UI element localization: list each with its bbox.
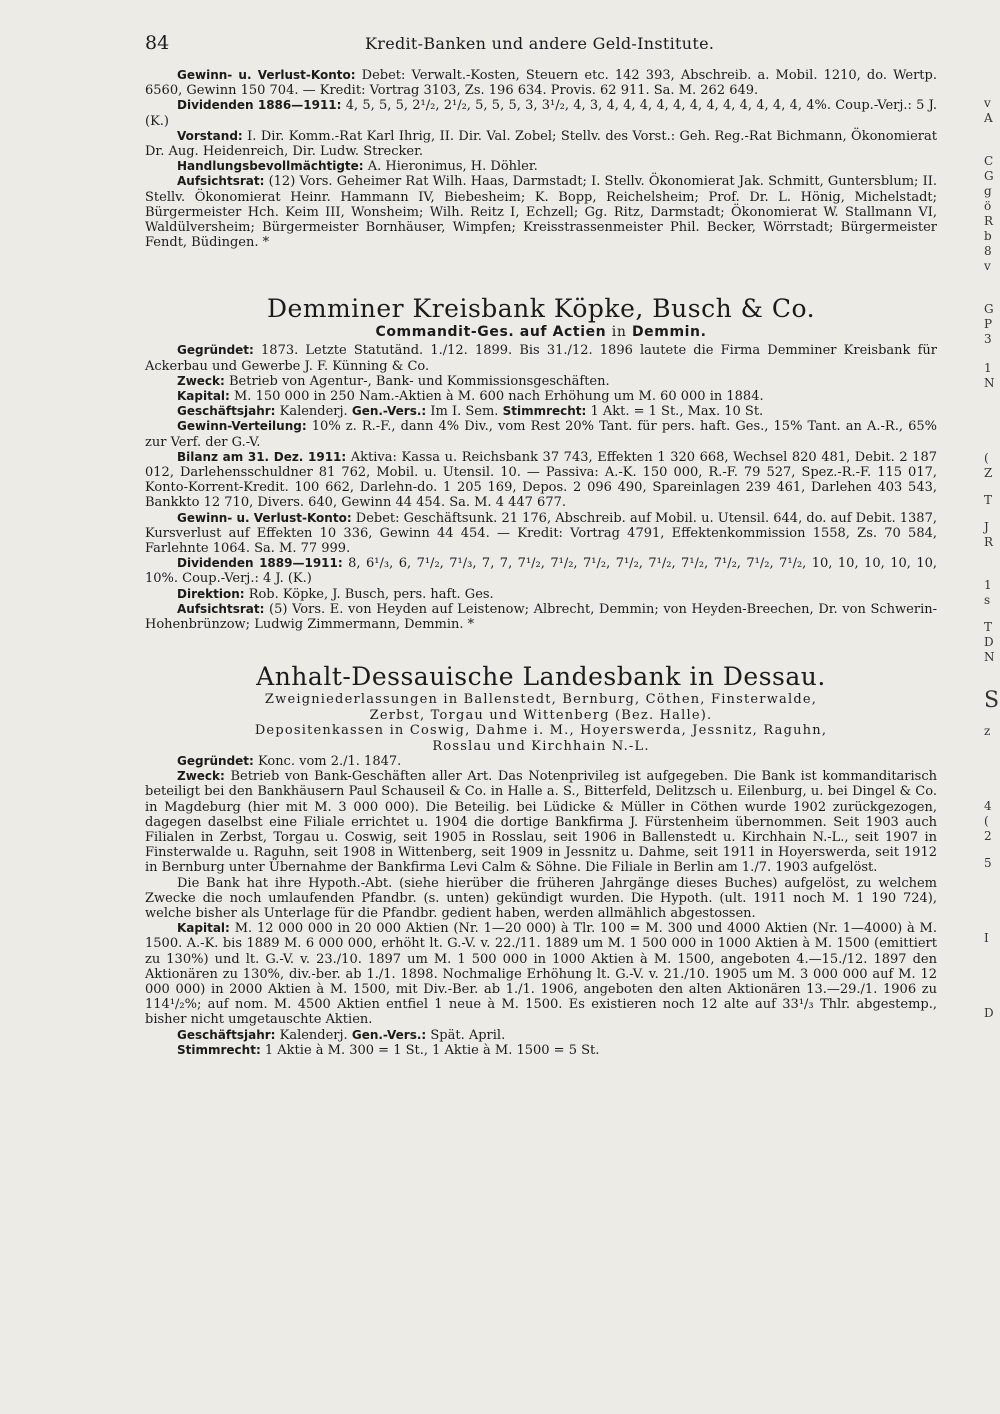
direktion-entry: Direktion: Rob. Köpke, J. Busch, pers. haft. Ges. [177, 586, 494, 602]
edge-glyph: ö [984, 199, 992, 213]
edge-glyph: v [984, 96, 991, 110]
edge-glyph: z [984, 724, 991, 738]
edge-glyph: v [984, 259, 991, 273]
zweck-entry: Zweck: Betrieb von Bank-Geschäften aller Art. Das Notenprivileg ist aufgegeben. Die Bank ist kommanditarisch beteiligt bei den Bankhäusern Paul Schauseil & Co. in Halle a. S., Bitterfeld, Delitzsch u. Eilenburg, u. bei Dingel & Co. in Magdeburg (hier mit M. 3 000 000). Die Beteilig. bei Lüdicke & Müller in Cöthen wurde 1902 zurückgezogen, dagegen daselbst eine Filiale errichtet u. 1904 die dortige Bankfirma J. Fürstenheim übernommen. Seit 1903 auch Filialen in Zerbst, Torgau u. Coswig, seit 1905 in Rosslau, seit 1906 in Ballenstedt u. Kirchhain N.-L., seit 1907 in Finsterwalde u. Raguhn, seit 1908 in Wittenberg, seit 1909 in Jessnitz u. Dahme, seit 1911 in Hoyerswerda, seit 1912 in Bernburg unter Übernahme der Bankfirma Levi Calm & Söhne. Die Filiale in Berlin am 1./7. 1903 aufgelöst. [145, 769, 937, 876]
geschaeftsjahr-entry: Geschäftsjahr: Kalenderj. Gen.-Vers.: Im I. Sem. Stimmrecht: 1 Akt. = 1 St., Max. 10 St. [177, 404, 764, 420]
gegruendet-entry: Gegründet: 1873. Letzte Statutänd. 1./12. 1899. Bis 31./12. 1896 lautete die Firma Demminer Kreisbank für Ackerbau und Gewerbe J. F. Künning & Co. [145, 343, 937, 374]
aufsichtsrat-entry: Aufsichtsrat: (12) Vors. Geheimer Rat Wilh. Haas, Darmstadt; I. Stellv. Ökonomierat Jak. Schmitt, Guntersblum; II. Stellv. Ökonomierat Heinr. Hammann IV, Biebesheim; K. Bopp, Reichelsheim; Prof. Dr. L. Hönig, Michelstadt; Bürgermeister Hch. Keim III, Wonsheim; Wilh. Reitz I, Echzell; Gg. Ritz, Darmstadt; Ökonomierat W. Stallmann VI, Waldülversheim; Bürgermeister Bornhäuser, Wimpfen; Kreisstrassenmeister Phil. Becker, Wörrstadt; Bürgermeister Fendt, Büdingen. * [145, 174, 937, 251]
bilanz-entry: Bilanz am 31. Dez. 1911: Aktiva: Kassa u. Reichsbank 37 743, Effekten 1 320 668, Wechsel 820 481, Debit. 2 187 012, Darlehensschuldner 81 762, Mobil. u. Utensil. 10. — Passiva: A.-K. 150 000, R.-F. 79 527, Spez.-R.-F. 115 017, Konto-Korrent-Kredit. 100 662, Darlehn-do. 1 205 169, Depos. 2 096 490, Spareinlagen 239 461, Darlehen 403 543, Bankkto 12 710, Divers. 640, Gewinn 44 454. Sa. M. 4 447 677. [145, 449, 937, 511]
edge-glyph: Z [984, 466, 993, 480]
stimmrecht-entry: Stimmrecht: 1 Aktie à M. 300 = 1 St., 1 Aktie à M. 1500 = 5 St. [177, 1042, 600, 1058]
dividenden-entry: Dividenden 1886—1911: 4, 5, 5, 5, 2¹/₂, 2¹/₂, 5, 5, 5, 3, 3¹/₂, 4, 3, 4, 4, 4, 4, 4, 4, 4, 4, 4, 4, 4, 4, 4%. Coup.-Verj.: 5 J. (K.) [145, 98, 937, 129]
edge-glyph: G [984, 169, 994, 183]
page-number: 84 [145, 32, 170, 54]
bank-subtitle: Commandit-Ges. auf Actien in Demmin. [375, 324, 707, 341]
kapital-entry: Kapital: M. 150 000 in 250 Nam.-Aktien à M. 600 nach Erhöhung um M. 60 000 in 1884. [177, 389, 764, 405]
edge-glyph: A [984, 111, 993, 125]
branch-line: Depositenkassen in Coswig, Dahme i. M., Hoyerswerda, Jessnitz, Raguhn, [254, 723, 828, 739]
edge-glyph: R [984, 535, 994, 549]
edge-glyph: ( [984, 814, 989, 828]
aufsichtsrat-entry: Aufsichtsrat: (5) Vors. E. von Heyden auf Leistenow; Albrecht, Demmin; von Heyden-Breechen, Dr. von Schwerin-Hohenbrünzow; Ludwig Zimmermann, Demmin. * [145, 601, 937, 633]
edge-glyph: G [984, 302, 994, 316]
edge-glyph: J [984, 520, 989, 534]
vorstand-entry: Vorstand: I. Dir. Komm.-Rat Karl Ihrig, II. Dir. Val. Zobel; Stellv. des Vorst.: Geh. Reg.-Rat Bichmann, Ökonomierat Dr. Aug. Heidenreich, Dir. Ludw. Strecker. [145, 128, 937, 160]
gegruendet-entry: Gegründet: Konc. vom 2./1. 1847. [177, 753, 402, 769]
edge-glyph: s [984, 593, 991, 607]
hypoth-entry: Die Bank hat ihre Hypoth.-Abt. (siehe hierüber die früheren Jahrgänge dieses Buches) aufgelöst, zu welchem Zwecke die noch umlaufenden Pfandbr. (s. unten) gekündigt wurden. Die Hypoth. (ult. 1911 noch M. 1 190 724), welche bisher als Unterlage für die Pfandbr. gedient haben, werden allmählich abgestossen. [145, 875, 937, 921]
edge-glyph: 5 [984, 856, 992, 870]
edge-glyph: 2 [984, 829, 992, 843]
running-head: Kredit-Banken und andere Geld-Institute. [365, 34, 715, 53]
branch-line: Rosslau und Kirchhain N.-L. [432, 738, 650, 754]
edge-glyph: C [984, 154, 994, 168]
branch-line: Zweigniederlassungen in Ballenstedt, Bernburg, Cöthen, Finsterwalde, [264, 692, 818, 708]
page-body [145, 68, 937, 1058]
gewinn-verteilung-entry: Gewinn-Verteilung: 10% z. R.-F., dann 4% Div., vom Rest 20% Tant. für pers. haft. Ges., 15% Tant. an A.-R., 65% zur Verf. der G.-V. [145, 419, 937, 450]
edge-glyph: T [984, 493, 993, 507]
edge-glyph: N [984, 376, 995, 390]
edge-glyph: 8 [984, 244, 992, 258]
handlungsbevollmaechtigte-entry: Handlungsbevollmächtigte: A. Hieronimus, H. Döhler. [177, 159, 538, 175]
bank-title: Anhalt-Dessauische Landesbank in Dessau. [256, 662, 826, 692]
section-previous-bank [145, 68, 937, 250]
edge-glyph: 3 [984, 332, 992, 346]
edge-glyph: D [984, 1006, 994, 1020]
branch-line: Zerbst, Torgau und Wittenberg (Bez. Halle). [369, 707, 713, 723]
edge-glyph: R [984, 214, 994, 228]
edge-glyph: N [984, 650, 995, 664]
edge-glyph: I [984, 931, 989, 945]
edge-glyph: S [984, 688, 1000, 713]
page-header [145, 30, 945, 60]
edge-glyph: T [984, 620, 993, 634]
gewinn-verlust-entry: Gewinn- u. Verlust-Konto: Debet: Geschäftsunk. 21 176, Abschreib. auf Mobil. u. Utensil. 644, do. auf Debit. 1387, Kursverlust auf Effekten 10 336, Gewinn 44 454. — Kredit: Vortrag 4791, Effektenkommission 1558, Zs. 70 584, Farlehnte 1064. Sa. M. 77 999. [145, 510, 937, 557]
kapital-entry: Kapital: M. 12 000 000 in 20 000 Aktien (Nr. 1—20 000) à Tlr. 100 = M. 300 und 4000 Aktien (Nr. 1—4000) à M. 1500. A.-K. bis 1889 M. 6 000 000, erhöht lt. G.-V. v. 22./11. 1889 um M. 1 500 000 in 1000 Aktien à M. 1500 (emittiert zu 130%) und lt. G.-V. v. 23./10. 1897 um M. 1 500 000 in 1000 Aktien à M. 1500, angeboten 4.—15./12. 1897 den Aktionären zu 130%, div.-ber. ab 1./1. 1898. Nochmalige Erhöhung lt. G.-V. v. 21./10. 1905 um M. 3 000 000 auf M. 12 000 000) in 2000 Aktien à M. 1500, mit Div.-Ber. ab 1./1. 1906, angeboten den alten Aktionären 13.—29./1. 1906 zu 114¹/₂%; auf nom. M. 4500 Aktien entfiel 1 neue à M. 1500. Es existieren noch 12 alte auf 33¹/₃ Thlr. abgestemp., bisher nicht umgetauschte Aktien. [145, 921, 937, 1028]
gewinn-verlust-entry: Gewinn- u. Verlust-Konto: Debet: Verwalt.-Kosten, Steuern etc. 142 393, Abschreib. a. Mobil. 1210, do. Wertp. 6560, Gewinn 150 704. — Kredit: Vortrag 3103, Zs. 196 634. Provis. 62 911. Sa. M. 262 649. [145, 68, 937, 99]
facing-page-edge [984, 96, 1000, 1021]
edge-glyph: 1 [984, 361, 992, 375]
edge-glyph: ( [984, 451, 989, 465]
dividenden-entry: Dividenden 1889—1911: 8, 6¹/₃, 6, 7¹/₂, 7¹/₃, 7, 7, 7¹/₂, 7¹/₂, 7¹/₂, 7¹/₂, 7¹/₂, 7¹/₂, 7¹/₂, 7¹/₂, 7¹/₂, 10, 10, 10, 10, 10, 10%. Coup.-Verj.: 4 J. (K.) [145, 556, 938, 587]
section-demminer-kreisbank [145, 294, 937, 632]
edge-glyph: 4 [984, 799, 992, 813]
geschaeftsjahr-entry: Geschäftsjahr: Kalenderj. Gen.-Vers.: Spät. April. [177, 1027, 506, 1043]
bank-title: Demminer Kreisbank Köpke, Busch & Co. [266, 294, 816, 324]
zweck-entry: Zweck: Betrieb von Agentur-, Bank- und Kommissionsgeschäften. [177, 373, 610, 389]
edge-glyph: D [984, 635, 994, 649]
edge-glyph: P [984, 317, 993, 331]
section-anhalt-dessauische-landesbank [145, 662, 937, 1058]
edge-glyph: 1 [984, 578, 992, 592]
edge-glyph: b [984, 229, 992, 243]
edge-glyph: g [984, 184, 992, 198]
